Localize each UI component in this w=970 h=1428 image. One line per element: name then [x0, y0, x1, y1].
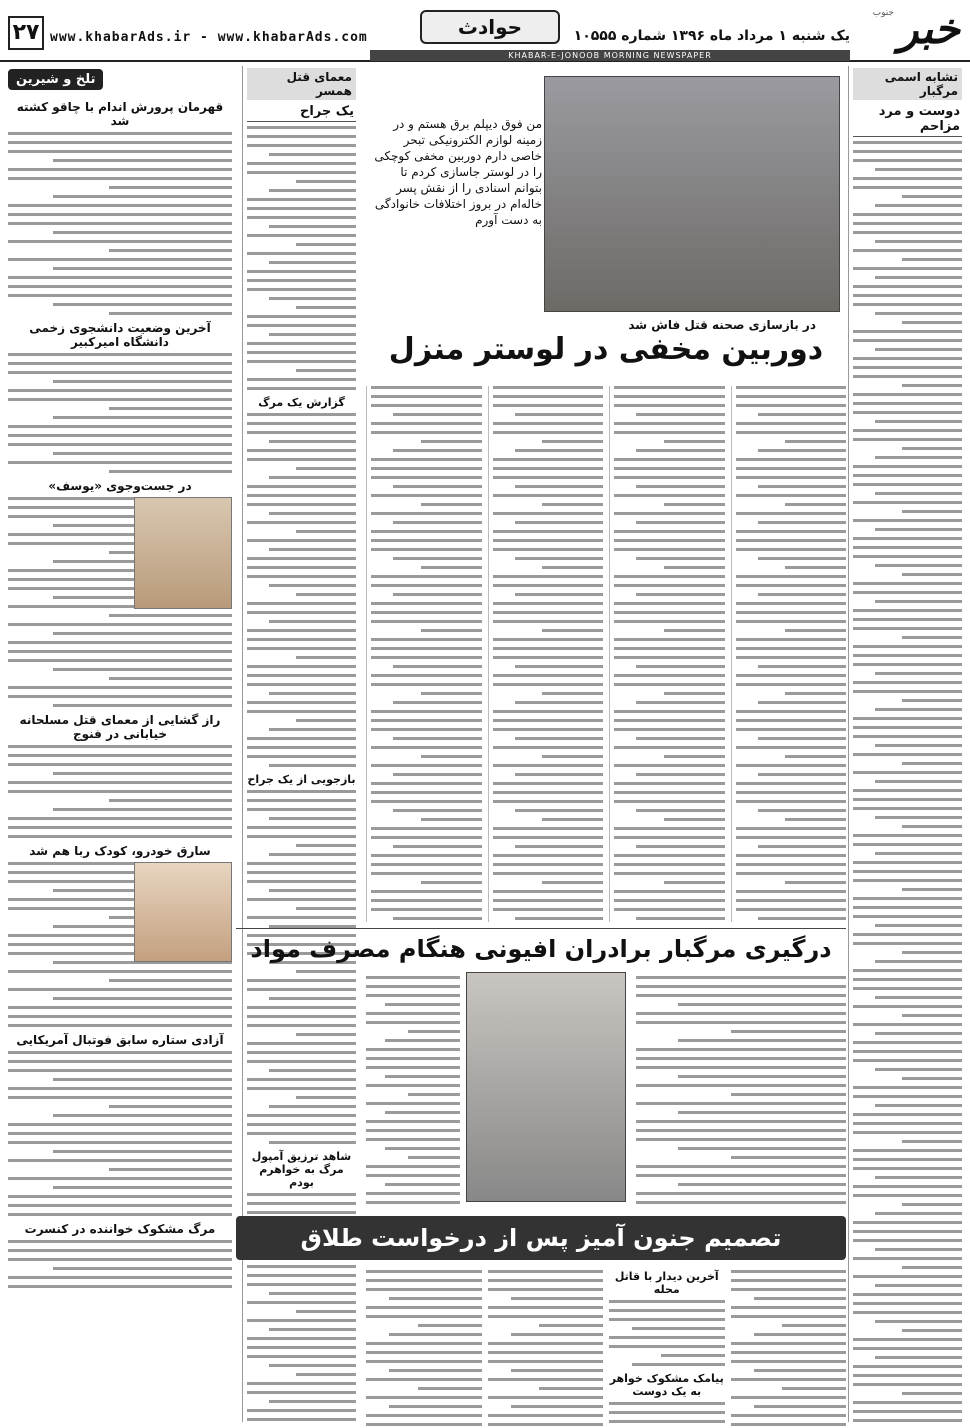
middle-column-subtitle: یک جراح	[247, 102, 356, 122]
story-heading-1: قهرمان پرورش اندام با چاقو کشته شد	[16, 100, 224, 128]
right-column-subtitle: دوست و مرد مزاحم	[853, 102, 962, 137]
kidnapped-child-photo	[134, 862, 232, 962]
lead-headline: دوربین مخفی در لوستر منزل	[388, 332, 824, 367]
left-column	[4, 66, 236, 1422]
crime-scene-photo	[544, 76, 840, 312]
masthead	[0, 0, 970, 62]
story-heading-3: در جست‌وجوی «یوسف»	[48, 479, 192, 493]
lead-quote: من فوق دیپلم برق هستم و در زمینه لوازم الکترونیکی تبحر خاصی دارم دوربین مخفی کوچکی را در لوستر جاسازی کردم تا بتوانم اسنادی را از نقش پسر خاله‌ام در بروز اختلافات خانوادگی به دست آورم	[374, 117, 542, 227]
middle-column-text	[247, 126, 356, 390]
middle-subhead-1: گزارش یک مرگ	[258, 396, 345, 409]
lead-story-text	[366, 382, 846, 922]
logo-text: خبر	[898, 4, 960, 53]
divorce-story-text	[366, 1266, 846, 1426]
second-story-text-left	[366, 972, 460, 1208]
story-heading-7: مرگ مشکوک خواننده در کنسرت	[24, 1222, 216, 1236]
strapline: KHABAR-E-JONOOB MORNING NEWSPAPER	[370, 50, 850, 61]
right-column-title: تشابه اسمی مرگبار	[853, 68, 962, 100]
divorce-subhead-2: پیامک مشکوک خواهر به یک دوست	[609, 1372, 724, 1398]
middle-column-title: معمای قتل همسر	[247, 68, 356, 100]
lead-kicker: در بازسازی صحنه قتل فاش شد	[628, 318, 816, 332]
missing-child-photo	[134, 497, 232, 609]
police-office-photo	[466, 972, 626, 1202]
story-heading-6: آزادی ستاره سابق فوتبال آمریکایی	[16, 1033, 224, 1047]
story-heading-5: سارق خودرو، کودک ربا هم شد	[29, 844, 211, 858]
date-line: یک شنبه ۱ مرداد ماه ۱۳۹۶ شماره ۱۰۵۵۵	[573, 28, 850, 44]
second-headline: درگیری مرگبار برادران افیونی هنگام مصرف مواد	[236, 928, 846, 991]
second-story-text	[636, 972, 846, 1208]
divorce-subhead-1: آخرین دیدار با قاتل محله	[614, 1270, 719, 1296]
newspaper-logo	[860, 4, 960, 54]
story-heading-4: راز گشایی از معمای قتل مسلحانه خیابانی در فنوج	[19, 713, 221, 741]
middle-subhead-2: بازجویی از یک جراح	[247, 773, 356, 786]
right-column-text	[853, 141, 962, 1422]
story-heading-2: آخرین وضعیت دانشجوی زخمی دانشگاه امیرکبیر	[29, 321, 211, 349]
section-title: حوادث	[420, 10, 560, 44]
site-url[interactable]: www.khabarAds.ir - www.khabarAds.com	[50, 30, 368, 45]
page-number: ۲۷	[8, 16, 44, 50]
right-column	[848, 66, 966, 1422]
middle-subhead-3: شاهد ترزیق آمپول مرگ به خواهرم بودم	[251, 1150, 352, 1189]
divorce-story-headline: تصمیم جنون آمیز پس از درخواست طلاق	[236, 1216, 846, 1260]
logo-small-text: جنوب	[872, 8, 894, 18]
left-column-banner: تلخ و شیرین	[8, 69, 103, 90]
